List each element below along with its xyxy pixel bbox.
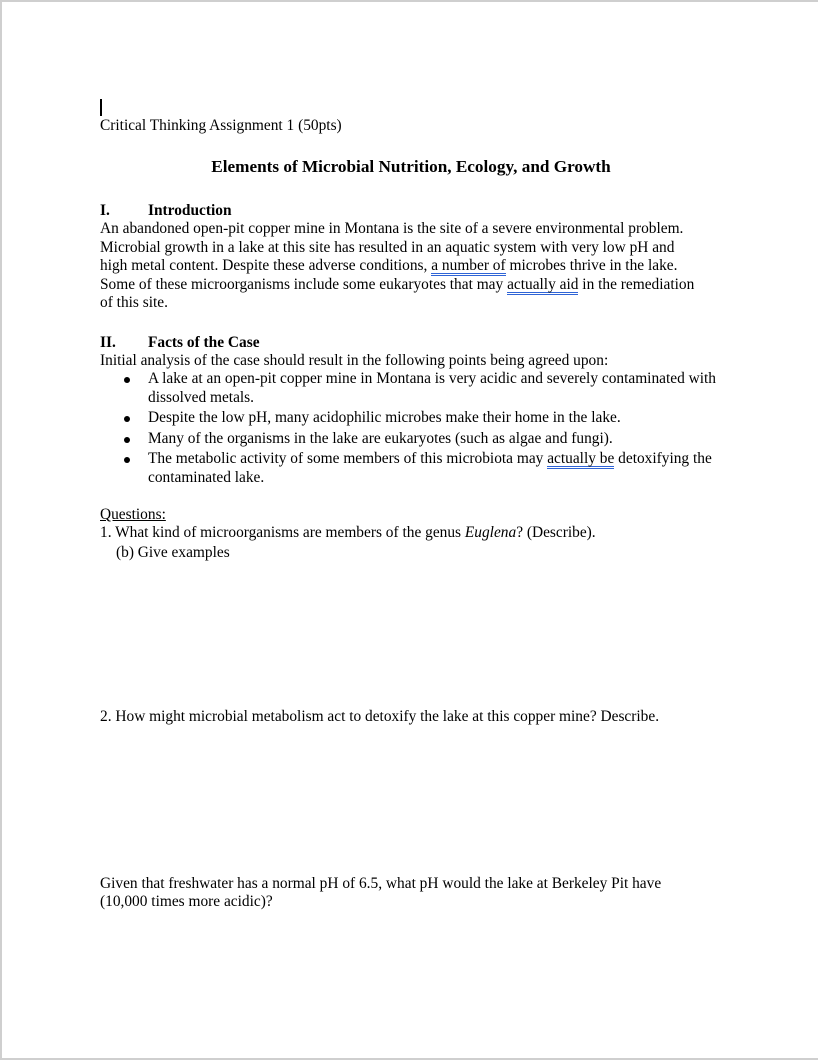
intro-line-4: Some of these microorganisms include some eukaryotes that may actually aid in the remediation <box>100 276 695 293</box>
list-item: Despite the low pH, many acidophilic microbes make their home in the lake. <box>100 409 718 428</box>
section-heading-facts <box>100 334 260 353</box>
question-1b: (b) Give examples <box>116 544 230 561</box>
section-title: Facts of the Case <box>148 334 260 351</box>
question-3-line-2: (10,000 times more acidic)? <box>100 893 273 910</box>
intro-line-2: Microbial growth in a lake at this site has resulted in an aquatic system with very low pH and <box>100 238 675 256</box>
intro-line-3: high metal content. Despite these adverse conditions, a number of microbes thrive in the lake. <box>100 257 678 274</box>
grammar-suggestion[interactable]: actually aid <box>507 276 579 293</box>
text-cursor <box>100 99 102 116</box>
intro-line-5: of this site. <box>100 294 168 311</box>
question-1: 1. What kind of microorganisms are members of the genus Euglena? (Describe). <box>100 524 596 541</box>
question-3-line-1: Given that freshwater has a normal pH of 6.5, what pH would the lake at Berkeley Pit have <box>100 875 662 892</box>
question-2: 2. How might microbial metabolism act to detoxify the lake at this copper mine? Describe. <box>100 708 660 725</box>
list-item: The metabolic activity of some members of this microbiota may actually be detoxifying the contaminated lake. <box>100 450 718 488</box>
section-title: Introduction <box>148 202 232 219</box>
grammar-suggestion[interactable]: a number of <box>431 257 506 274</box>
section-heading-introduction <box>100 202 232 221</box>
facts-bullet-list <box>100 370 718 490</box>
document-title: Elements of Microbial Nutrition, Ecology, and Growth <box>211 157 611 176</box>
grammar-suggestion[interactable]: actually be <box>547 450 615 467</box>
facts-intro: Initial analysis of the case should result in the following points being agreed upon: <box>100 352 609 369</box>
assignment-label: Critical Thinking Assignment 1 (50pts) <box>100 117 342 134</box>
bullet-icon <box>124 416 130 422</box>
list-item: Many of the organisms in the lake are eukaryotes (such as algae and fungi). <box>100 430 718 449</box>
questions-label: Questions: <box>100 506 166 523</box>
bullet-icon <box>124 377 130 383</box>
section-number: II. <box>100 334 116 351</box>
bullet-icon <box>124 457 130 463</box>
list-item: A lake at an open-pit copper mine in Montana is very acidic and severely contaminated with dissolved metals. <box>100 370 718 407</box>
genus-name: Euglena <box>464 524 517 541</box>
intro-line-1: An abandoned open-pit copper mine in Montana is the site of a severe environmental problem. <box>100 220 684 237</box>
section-number: I. <box>100 202 110 219</box>
bullet-icon <box>124 437 130 443</box>
